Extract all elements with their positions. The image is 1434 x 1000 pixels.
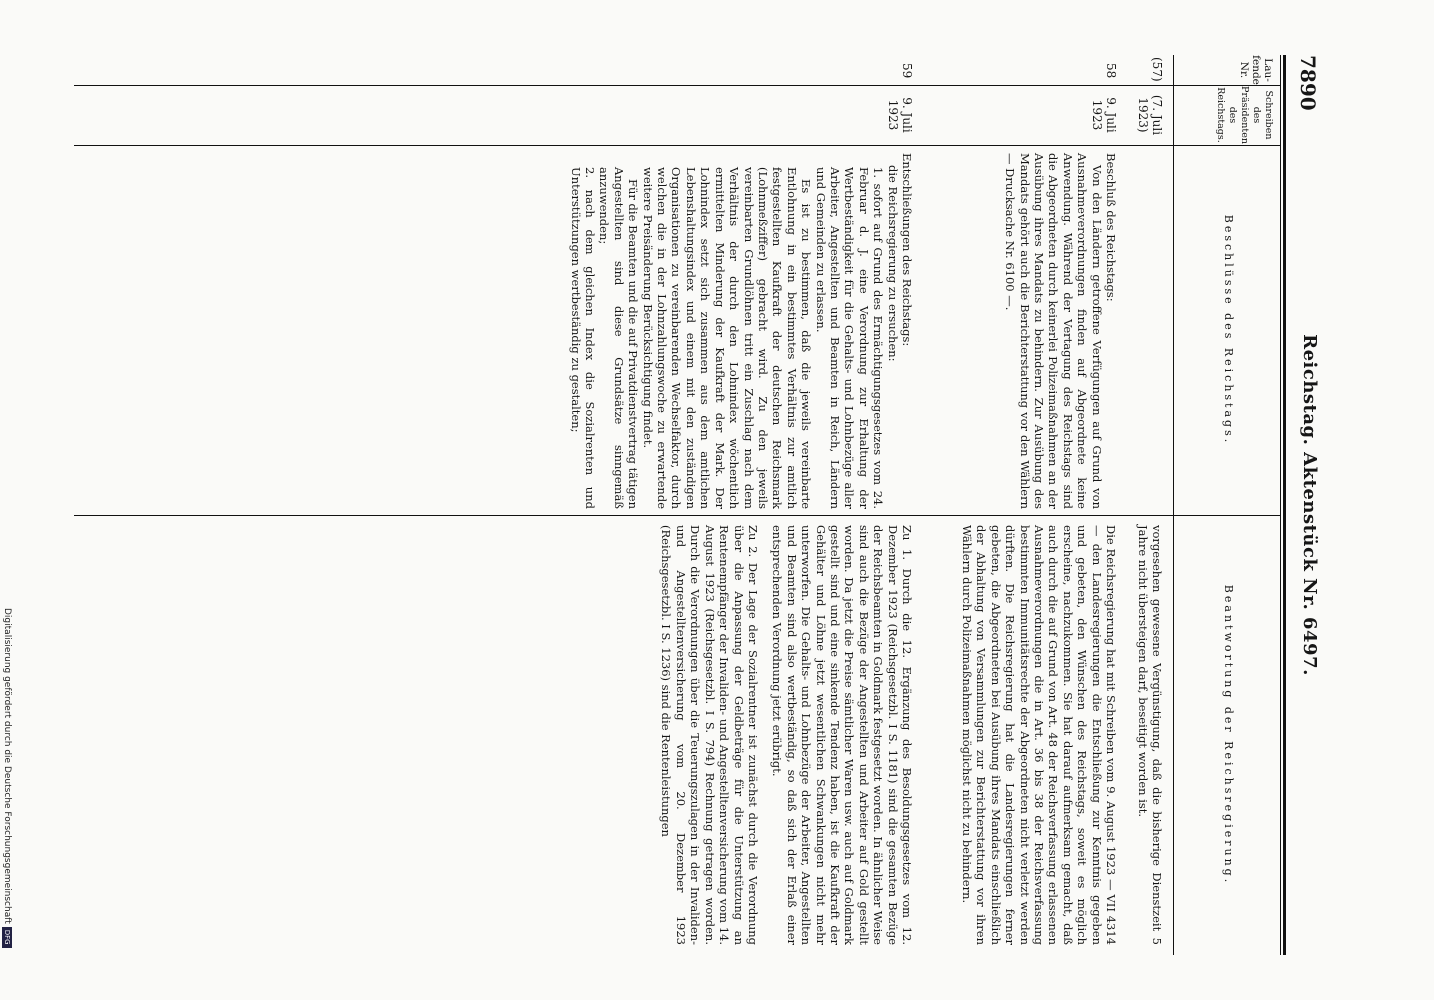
row-59-antwort-1: Zu 1. Durch die 12. Ergänzung des Besoldungsgesetzes vom 12. Dezember 1923 (Reichsgesetzbl. I S. 1181) sind die gesamten Bezüge der Reichsbeamten in Goldmark festgesetzt worden. In ähnlicher Weise sind auch die Bezüge der Angestellten und Arbeiter auf Gold gestellt worden. Da jetzt die Preise sämtlicher Waren usw. auch auf Goldmark gestellt sind und eine sinkende Tendenz haben, ist die Kaufkraft der Gehälter und Löhne jetzt wesentlichen Schwankungen nicht mehr unterworfen. Die Gehalts- und Lohnbezüge der Arbeiter, Angestellten und Beamten sind also wertbeständig, so daß sich der Erlaß einer entsprechenden Verordnung jetzt erübrigt.	[770, 525, 914, 945]
col-divider-1	[74, 85, 1280, 86]
row-59-beschluss-item1b: Es ist zu bestimmen, daß die jeweils vereinbarte Entlohnung in ein bestimmtes Verhältnis zur amtlich festgestellten Kaufkraft der deutschen Reichsmark (Lohnmeßziffer) gebracht wird. Zu den jeweils vereinbarten Grundlöhnen tritt ein Zuschlag nach dem Verhältnis der durch den Lohnindex wöchentlich ermittelten Minderung der Kaufkraft der Mark. Der Lohnindex setzt sich zusammen aus dem amtlichen Lebenshaltungsindex und einem mit den zuständigen Organisationen zu vereinbarenden Wechselfaktor, durch welchen die in der Lohnzahlungswoche zu erwartende weitere Preisänderung Berücksichtigung findet.	[640, 167, 814, 509]
row-59-antwort	[659, 525, 914, 945]
col-divider-3	[74, 515, 1280, 516]
row-57-nr: (57)	[1150, 57, 1164, 82]
row-58-beschluss-text: Von den Ländern getroffene Verfügungen auf Grund von Ausnahmeverordnungen finden auf Abgeordnete keine Anwendung. Während der Vertagung des Reichstags sind die Abgeordneten durch keinerlei Polizeimaßnahmen an der Ausübung ihres Mandats zu behindern. Zur Ausübung des Mandats gehört auch die Berichterstattung vor den Wählern — Drucksache Nr. 6100 —.	[1003, 153, 1104, 509]
row-57-date: (7. Juli 1923)	[1136, 94, 1164, 136]
digitization-note-text: Digitalisierung gefördert durch die Deutsche Forschungsgemeinschaft	[2, 608, 12, 924]
col-header-beantwortung: Beantwortung der Reichsregierung.	[1222, 584, 1235, 886]
page-number: 7890	[1296, 55, 1320, 111]
col-header-beschluesse: Beschlüsse des Reichstags.	[1222, 214, 1235, 446]
row-59-date: 9. Juli 1923	[886, 97, 914, 133]
header-rule-thin	[1280, 55, 1281, 955]
row-58-nr: 58	[1104, 63, 1118, 79]
row-58-beschluss	[1003, 153, 1118, 509]
col-header-nr: Lau- fende Nr.	[1238, 55, 1274, 85]
header-rule-thick	[1283, 55, 1286, 955]
row-57-antwort: vorgesehen gewesene Vergünstigung, daß die bisherige Dienstzeit 5 Jahre nicht übersteigen darf, beseitigt worden ist.	[1135, 525, 1164, 945]
row-59-beschluss-item1c: Für die Beamten und die auf Privatdienstvertrag tätigen Angestellten sind diese Grundsätze sinngemäß anzuwenden;	[597, 167, 641, 509]
page-header	[1288, 55, 1324, 955]
page-title: Reichstag. Aktenstück Nr. 6497.	[1299, 334, 1320, 676]
row-59-beschluss-title: Entschließungen des Reichstags:	[900, 153, 914, 347]
digitization-note	[2, 608, 12, 948]
row-59-beschluss-item2: 2. nach dem gleichen Index die Sozialrenten und Unterstützungen wertbeständig zu gestalten;	[568, 167, 598, 509]
row-58-antwort: Die Reichsregierung hat mit Schreiben vom 9. August 1923 — VII 4314 — den Landesregierungen die Entschließung zur Kenntnis gegeben und gebeten, den Wünschen des Reichstags, soweit es möglich erscheine, nachzukommen. Sie hat darauf aufmerksam gemacht, daß auch durch die auf Grund von Art. 48 der Reichsverfassung erlassenen Ausnahmeverordnungen die in Art. 36 bis 38 der Reichsverfassung bestimmten Immunitätsrechte der Abgeordneten nicht verletzt werden dürften. Die Reichsregierung hat die Landesregierungen ferner gebeten, die Abgeordneten bei Ausübung ihres Mandats einschließlich der Abhaltung von Versammlungen zur Berichterstattung vor ihren Wählern durch Polizeimaßnahmen möglichst nicht zu behindern.	[959, 525, 1118, 945]
row-59-beschluss	[568, 153, 914, 509]
row-58-date: 9. Juli 1923	[1090, 97, 1118, 133]
col-header-date: Schreiben des Präsidenten des Reichstags.	[1215, 86, 1274, 144]
row-59-beschluss-intro: die Reichsregierung zu ersuchen:	[885, 165, 900, 362]
row-59-antwort-2: Zu 2. Der Lage der Sozialrentner ist zunächst durch die Verordnung über die Anpassung der Geldbeträge für die Unterstützung an Rentenempfänger der Invaliden- und Angestelltenversicherung vom 14. August 1923 (Reichsgesetzbl. I S. 794) Rechnung getragen worden. Durch die Verordnungen über die Teuerungszulagen in der Invaliden- und Angestelltenversicherung vom 20. Dezember 1923 (Reichsgesetzbl. I S. 1236) sind die Rentenleistungen	[659, 525, 760, 945]
document-page	[74, 55, 1324, 955]
row-58-beschluss-title: Beschluß des Reichstags:	[1104, 153, 1118, 302]
dfg-logo: DFG	[2, 927, 12, 948]
row-59-beschluss-item1: 1. sofort auf Grund des Ermächtigungsgesetzes vom 24. Februar d. J. eine Verordnung zur Erhaltung der Wertbeständigkeit für die Gehalts- und Lohnbezüge aller Arbeiter, Angestellten und Beamten in Reich, Ländern und Gemeinden zu erlassen.	[813, 167, 886, 509]
row-59-nr: 59	[900, 63, 914, 79]
col-divider-2	[74, 145, 1280, 146]
column-header-rule	[1173, 55, 1174, 955]
